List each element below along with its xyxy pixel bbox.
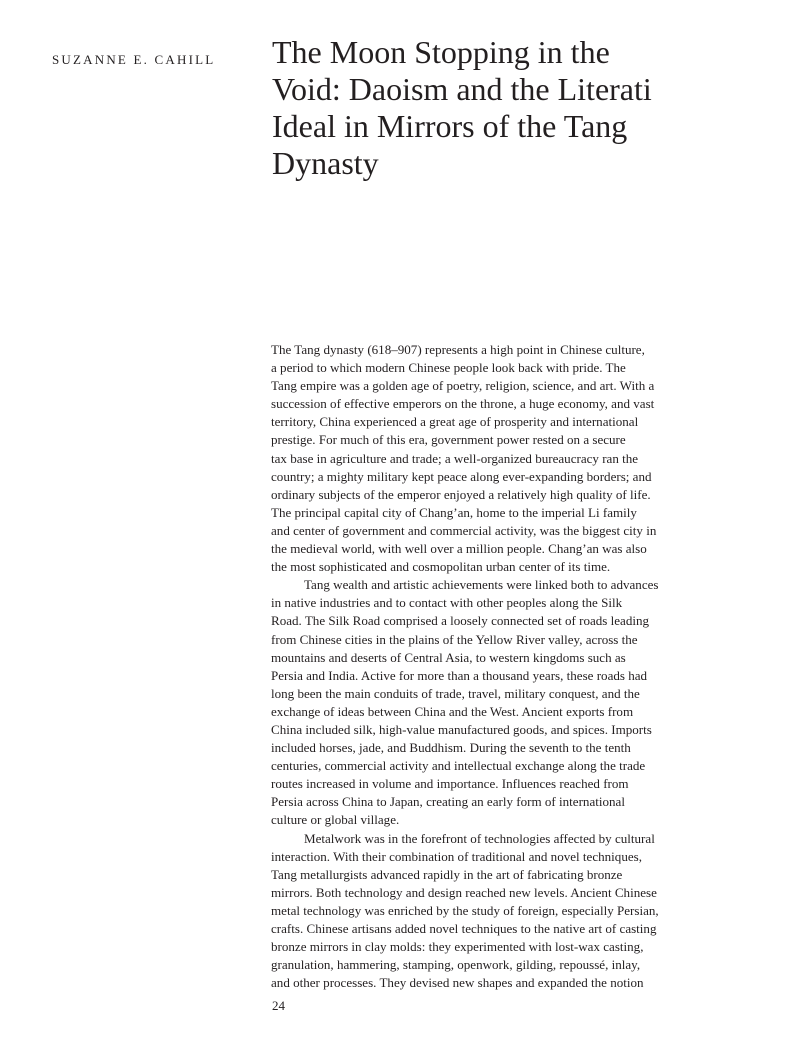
article-body xyxy=(271,341,711,992)
body-line: long been the main conduits of trade, travel, military conquest, and the xyxy=(271,685,640,701)
body-line: Tang metallurgists advanced rapidly in the art of fabricating bronze xyxy=(271,866,623,882)
body-line: and other processes. They devised new shapes and expanded the notion xyxy=(271,975,644,991)
body-line: the medieval world, with well over a million people. Chang’an was also xyxy=(271,541,647,557)
body-line: Tang wealth and artistic achievements were linked both to advances xyxy=(304,577,659,593)
body-line: Persia and India. Active for more than a thousand years, these roads had xyxy=(271,667,648,683)
body-line: bronze mirrors in clay molds: they experimented with lost-wax casting, xyxy=(271,939,644,955)
body-line: exchange of ideas between China and the West. Ancient exports from xyxy=(271,703,634,719)
title-line: Ideal in Mirrors of the Tang xyxy=(272,108,628,144)
body-line: from Chinese cities in the plains of the Yellow River valley, across the xyxy=(271,631,638,647)
body-line: and center of government and commercial activity, was the biggest city in xyxy=(271,522,657,538)
body-line: Road. The Silk Road comprised a loosely connected set of roads leading xyxy=(271,613,650,629)
title-line: Dynasty xyxy=(272,145,379,181)
body-line: territory, China experienced a great age of prosperity and international xyxy=(271,414,639,430)
body-line: Tang empire was a golden age of poetry, religion, science, and art. With a xyxy=(271,378,655,394)
body-line: routes increased in volume and importance. Influences reached from xyxy=(271,776,629,792)
title-line: The Moon Stopping in the xyxy=(272,34,610,70)
body-line: mirrors. Both technology and design reached new levels. Ancient Chinese xyxy=(271,884,657,900)
body-line: succession of effective emperors on the throne, a huge economy, and vast xyxy=(271,396,655,412)
body-line: crafts. Chinese artisans added novel techniques to the native art of casting xyxy=(271,921,657,936)
body-line: Persia across China to Japan, creating an early form of international xyxy=(271,794,625,810)
body-line: China included silk, high-value manufactured goods, and spices. Imports xyxy=(271,721,652,737)
body-line: The Tang dynasty (618–907) represents a high point in Chinese culture, xyxy=(271,342,645,357)
body-line: included horses, jade, and Buddhism. During the seventh to the tenth xyxy=(271,740,631,756)
body-line: tax base in agriculture and trade; a well-organized bureaucracy ran the xyxy=(271,450,639,466)
body-line: country; a mighty military kept peace along ever-expanding borders; and xyxy=(271,468,652,484)
body-line: granulation, hammering, stamping, openwork, gilding, repoussé, inlay, xyxy=(271,957,641,973)
body-line: metal technology was enriched by the study of foreign, especially Persian, xyxy=(271,902,659,918)
body-line: centuries, commercial activity and intellectual exchange along the trade xyxy=(271,758,646,774)
title-line: Void: Daoism and the Literati xyxy=(272,71,652,107)
author-name: SUZANNE E. CAHILL xyxy=(52,52,216,67)
article-title xyxy=(272,34,712,182)
body-line: culture or global village. xyxy=(271,812,400,828)
body-line: The principal capital city of Chang’an, home to the imperial Li family xyxy=(271,504,637,520)
body-line: interaction. With their combination of traditional and novel techniques, xyxy=(271,848,642,864)
body-line: ordinary subjects of the emperor enjoyed a relatively high quality of life. xyxy=(271,486,651,502)
page-number: 24 xyxy=(272,998,285,1013)
body-line: in native industries and to contact with other peoples along the Silk xyxy=(271,595,623,611)
body-line: prestige. For much of this era, government power rested on a secure xyxy=(271,432,626,448)
body-line: a period to which modern Chinese people look back with pride. The xyxy=(271,360,626,376)
body-line: Metalwork was in the forefront of technologies affected by cultural xyxy=(304,830,655,846)
body-line: the most sophisticated and cosmopolitan urban center of its time. xyxy=(271,559,611,575)
body-line: mountains and deserts of Central Asia, to western kingdoms such as xyxy=(271,649,626,665)
